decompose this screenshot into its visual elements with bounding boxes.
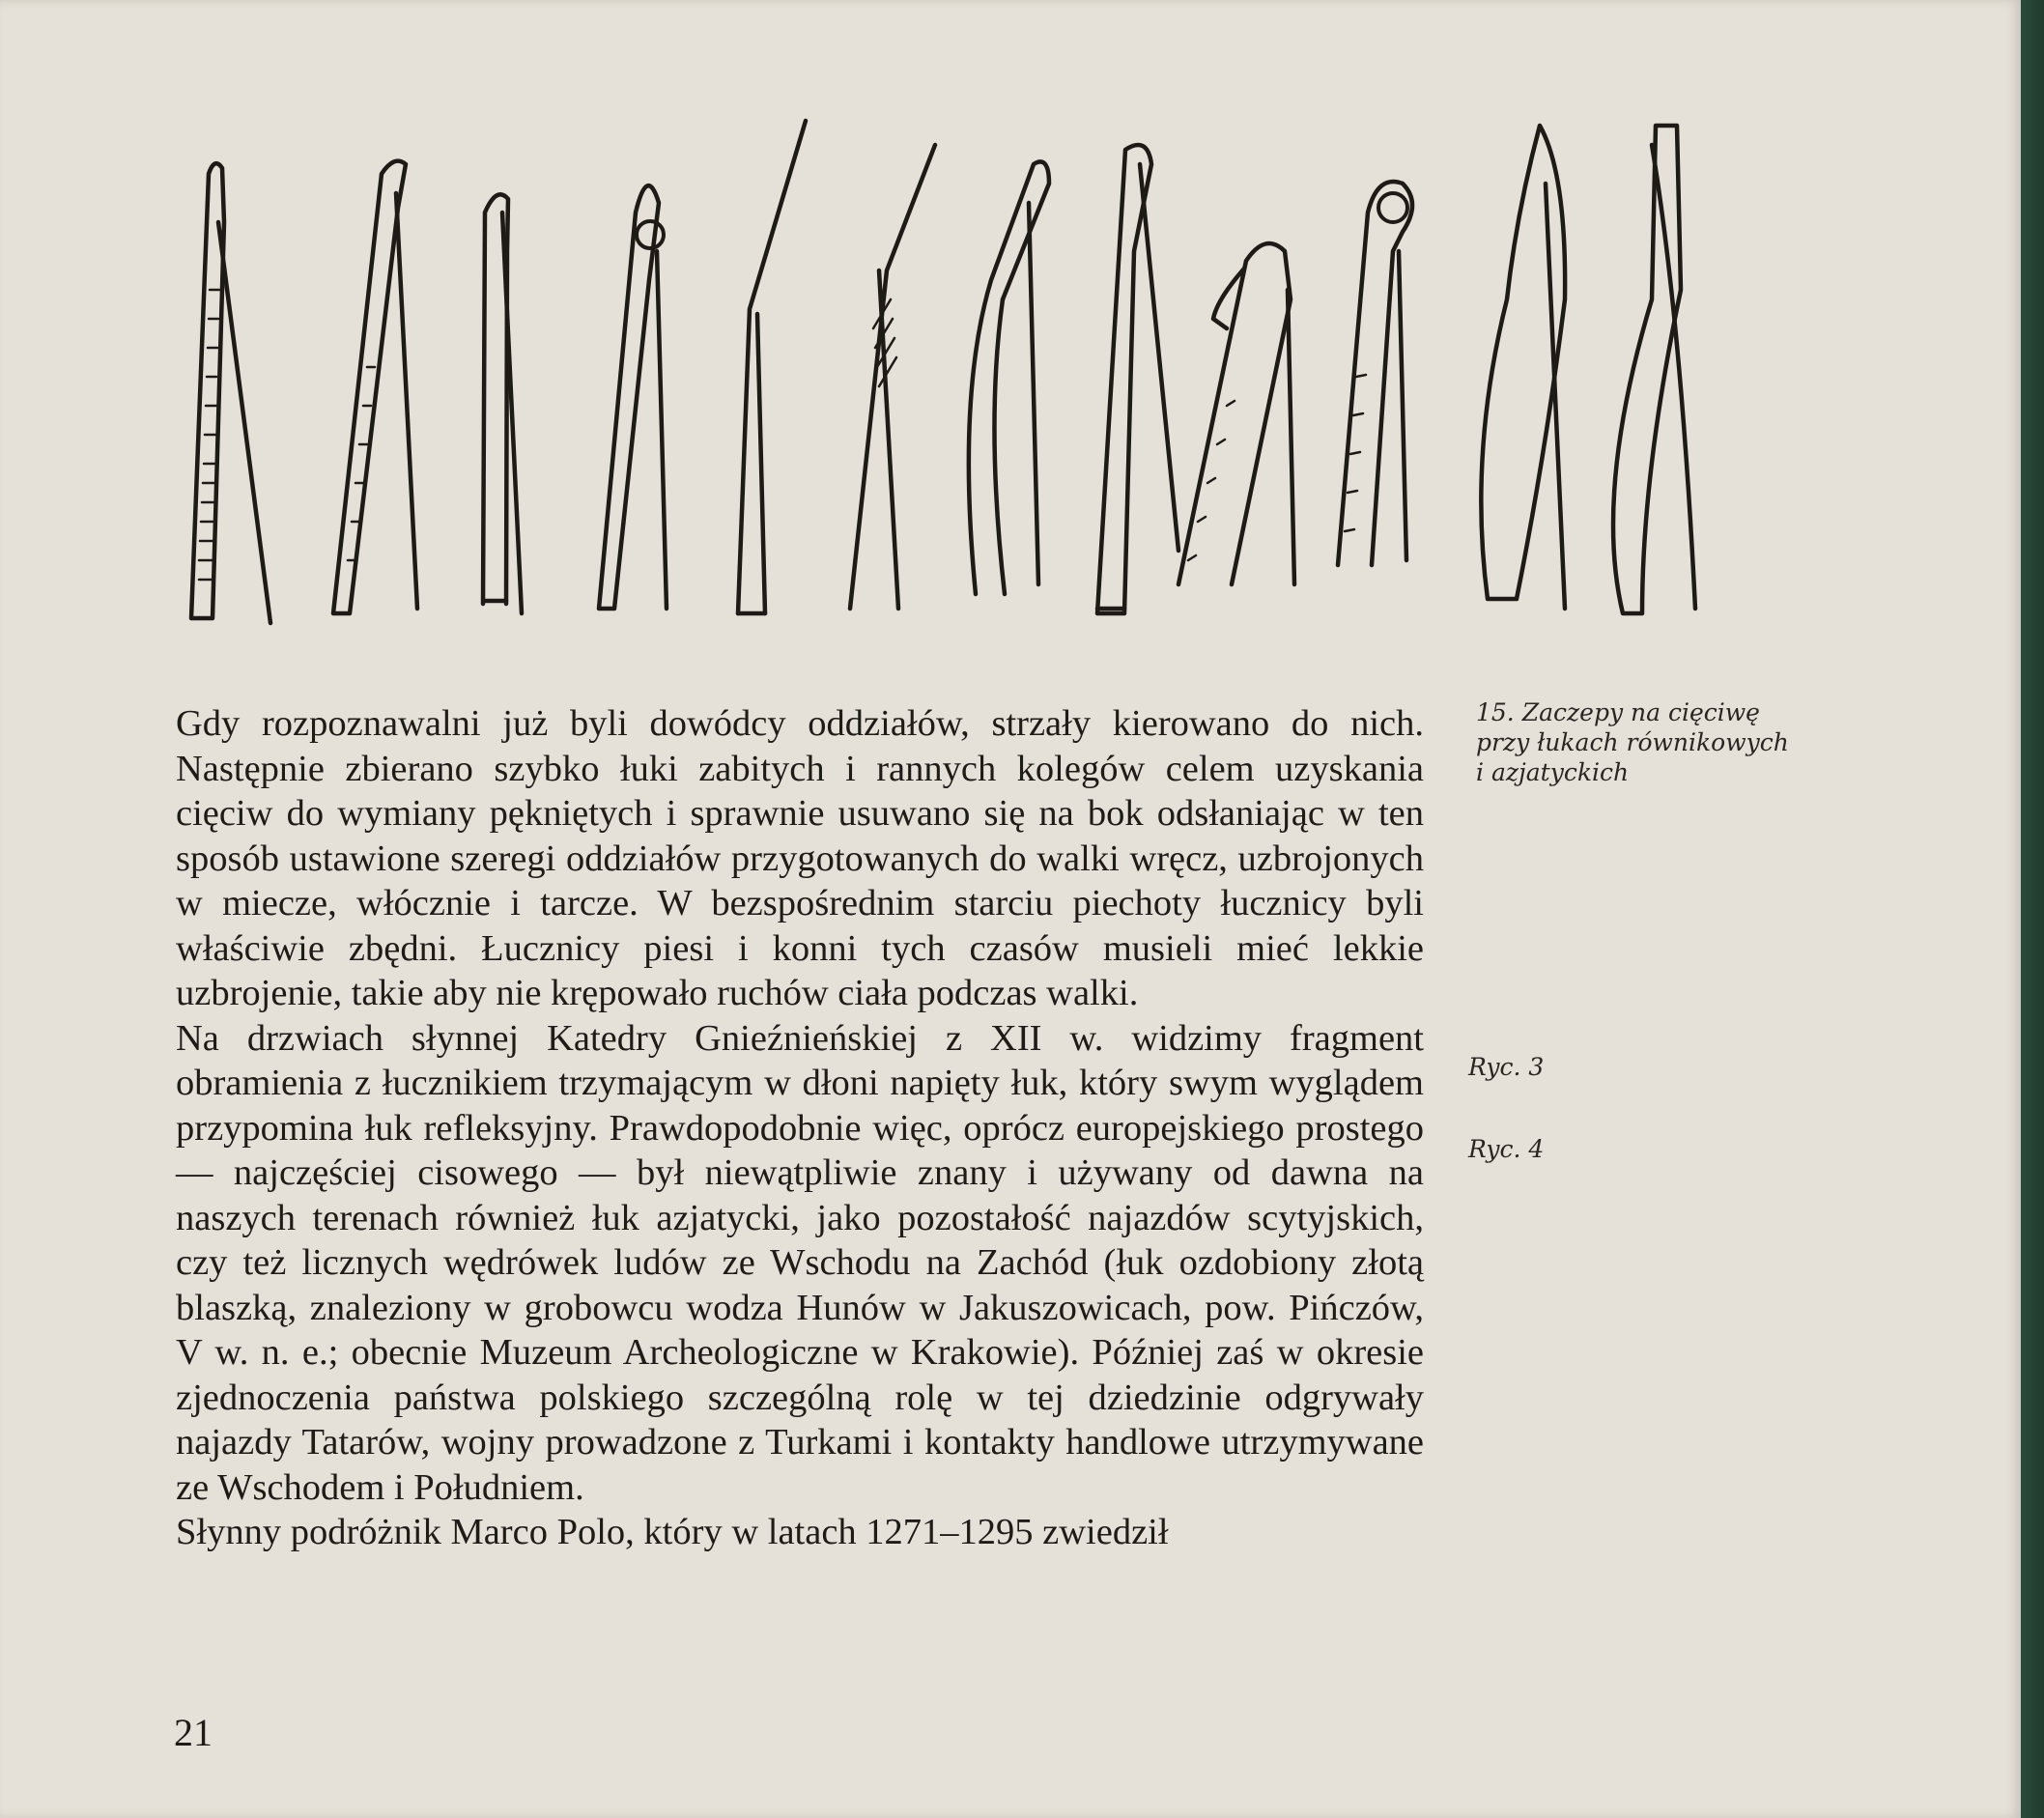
bow-nock-4 [599,185,667,609]
main-text [176,701,1424,1555]
page-number: 21 [174,1711,213,1754]
paragraph: Na drzwiach słynnej Katedry Gnieźnieńskiej z XII w. widzimy fragment obramienia z łucznikiem trzymającym w dłoni napięty łuk, który swym wyglądem przypomina łuk refleksyjny. Prawdopodobnie więc, oprócz europejskiego prostego — najczęściej cisowego — był niewątpliwie znany i używany od dawna na naszych terenach również łuk azjatycki, jako pozostałość najazdów scytyjskich, czy też licznych wędrówek ludów ze Wschodu na Zachód (łuk ozdobiony złotą blaszką, znaleziony w grobowcu wodza Hunów w Jakuszowicach, pow. Pińczów, V w. n. e.; obecnie Muzeum Archeologiczne w Krakowie). Później zaś w okresie zjednoczenia państwa polskiego szczególną rolę w tej dziedzinie odgrywały najazdy Tatarów, wojny prowadzone z Turkami i kontakty handlowe utrzymywane ze Wschodem i Południem. [176,1017,1424,1508]
bow-nock-12 [1613,126,1695,613]
bow-nocks-drawing [174,106,1777,647]
bow-nock-6 [850,145,935,609]
margin-ref-ryc-3: Ryc. 3 [1468,1053,1545,1081]
bow-nock-3 [483,194,522,613]
bow-nock-9 [1178,243,1294,584]
bow-nock-10 [1338,182,1412,565]
book-cover-edge [2021,0,2044,1818]
caption-line: 15. Zaczepy na cięciwę [1476,698,1760,726]
bow-nock-7 [969,162,1049,595]
paragraph: Gdy rozpoznawalni już byli dowódcy oddziałów, strzały kierowano do nich. Następnie zbierano szybko łuki zabitych i rannych kolegów celem uzyskania cięciw do wymiany pękniętych i sprawnie usuwano się na bok odsłaniając w ten sposób ustawione szeregi oddziałów przygotowanych do walki wręcz, uzbrojonych w miecze, włócznie i tarcze. W bezspośrednim starciu piechoty łucznicy byli właściwie zbędni. Łucznicy piesi i konni tych czasów musieli mieć lekkie uzbrojenie, takie aby nie krępowało ruchów ciała podczas walki. [176,703,1424,1013]
bow-nock-1 [191,163,270,623]
bow-nock-illustration [174,106,1777,647]
bow-nock-2 [333,161,417,613]
caption-line: i azjatyckich [1476,758,1630,786]
margin-ref-ryc-4: Ryc. 4 [1468,1135,1545,1163]
bow-nock-8 [1097,145,1178,613]
bow-nock-5 [738,121,806,613]
figure-caption [1476,697,1789,787]
paragraph: Słynny podróżnik Marco Polo, który w latach 1271–1295 zwiedził [176,1512,1169,1552]
caption-line: przy łukach równikowych [1476,728,1789,756]
bow-nock-11 [1481,126,1565,609]
